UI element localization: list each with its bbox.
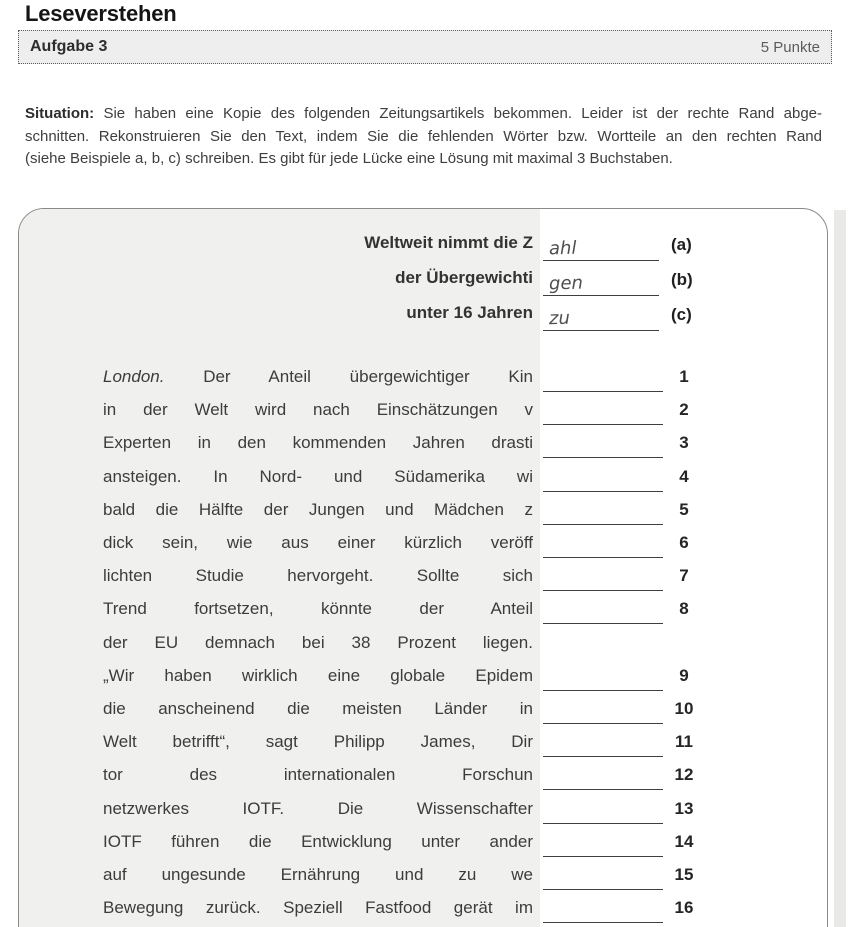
answer-blank-2[interactable] [543,400,663,425]
article-line: Bewegung zurück. Speziell Fastfood gerät im [103,898,533,917]
article-line: tor des internationalen Forschun [103,765,533,784]
article-line: auf ungesunde Ernährung und zu we [103,865,533,884]
answer-blank-14[interactable] [543,832,663,857]
article-line: der EU demnach bei 38 Prozent liegen. [103,633,533,652]
handwritten-answer-b: gen [548,272,584,295]
answer-blank-a[interactable] [543,233,659,261]
answer-blank-1[interactable] [543,367,663,392]
article-line: die anscheinend die meisten Länder in [103,699,533,718]
example-stem-a: Weltweit nimmt die Z [364,233,533,252]
gap-number-4: 4 [679,467,689,486]
gap-number-16: 16 [674,898,694,917]
answer-blank-9[interactable] [543,666,663,691]
answer-blank-b[interactable] [543,268,659,296]
example-stem-b: der Übergewichti [395,268,533,287]
handwritten-answer-c: zu [548,307,571,330]
answer-blank-12[interactable] [543,765,663,790]
answer-blank-3[interactable] [543,433,663,458]
gap-number-7: 7 [679,566,689,585]
gap-number-14: 14 [674,832,694,851]
gap-number-1: 1 [679,367,689,386]
gap-number-5: 5 [679,500,689,519]
gap-number-11: 11 [675,732,693,751]
article-line: lichten Studie hervorgeht. Sollte sich [103,566,533,585]
article-line: Trend fortsetzen, könnte der Anteil [103,599,533,618]
article-line: bald die Hälfte der Jungen und Mädchen z [103,500,533,519]
article-line: netzwerkes IOTF. Die Wissenschafter [103,799,533,818]
answer-blank-10[interactable] [543,699,663,724]
gap-number-2: 2 [679,400,689,419]
gap-number-8: 8 [679,599,689,618]
article-exercise-box [18,208,828,927]
situation-text-1: Sie haben eine Kopie des folgenden Zeitungsartikels bekommen. Leider ist der rechte Rand abge- [103,105,823,122]
article-line-text: Der Anteil übergewichtiger Kin [203,367,533,386]
answer-blank-5[interactable] [543,500,663,525]
gap-number-9: 9 [679,666,689,685]
article-line [103,367,533,387]
article-line: in der Welt wird nach Einschätzungen v [103,400,533,419]
answer-blank-11[interactable] [543,732,663,757]
dateline-italic: London. [103,367,165,386]
situation-line-2: schnitten. Rekonstruieren Sie den Text, indem Sie die fehlenden Wörter bzw. Wortteile an den rechten Rand [25,127,822,145]
answer-blank-c[interactable] [543,303,659,331]
task-number-label: Aufgabe 3 [30,38,108,55]
article-line: Experten in den kommenden Jahren drasti [103,433,533,452]
gap-number-12: 12 [674,765,694,784]
article-line: Welt betrifft“, sagt Philipp James, Dir [103,732,533,751]
page-title: Leseverstehen [25,1,177,26]
gap-number-15: 15 [674,865,694,884]
answer-blank-6[interactable] [543,533,663,558]
answer-blank-15[interactable] [543,865,663,890]
gap-number-6: 6 [679,533,689,552]
example-label-c: (c) [671,305,692,324]
answer-blank-8[interactable] [543,599,663,624]
answer-blank-7[interactable] [543,566,663,591]
answer-blank-4[interactable] [543,467,663,492]
task-bar [18,30,832,64]
gap-number-3: 3 [679,433,689,452]
answer-blank-13[interactable] [543,799,663,824]
article-line: dick sein, wie aus einer kürzlich veröff [103,533,533,552]
gap-number-13: 13 [674,799,694,818]
example-stem-c: unter 16 Jahren [406,303,533,322]
points-badge: 5 Punkte [760,38,820,56]
article-line: IOTF führen die Entwicklung unter ander [103,832,533,851]
gap-number-10: 10 [674,699,694,718]
handwritten-answer-a: ahl [548,237,577,260]
situation-line-1 [25,103,822,126]
situation-line-3: (siehe Beispiele a, b, c) schreiben. Es gibt für jede Lücke eine Lösung mit maximal 3 Buchstaben. [25,150,673,167]
example-label-b: (b) [671,270,693,289]
example-label-a: (a) [671,235,692,254]
situation-paragraph [25,103,822,171]
answer-blank-16[interactable] [543,898,663,923]
article-line: ansteigen. In Nord- und Südamerika wi [103,467,533,486]
page-edge-shadow [834,210,846,927]
article-line: „Wir haben wirklich eine globale Epidem [103,666,533,685]
situation-label: Situation: [25,105,95,122]
